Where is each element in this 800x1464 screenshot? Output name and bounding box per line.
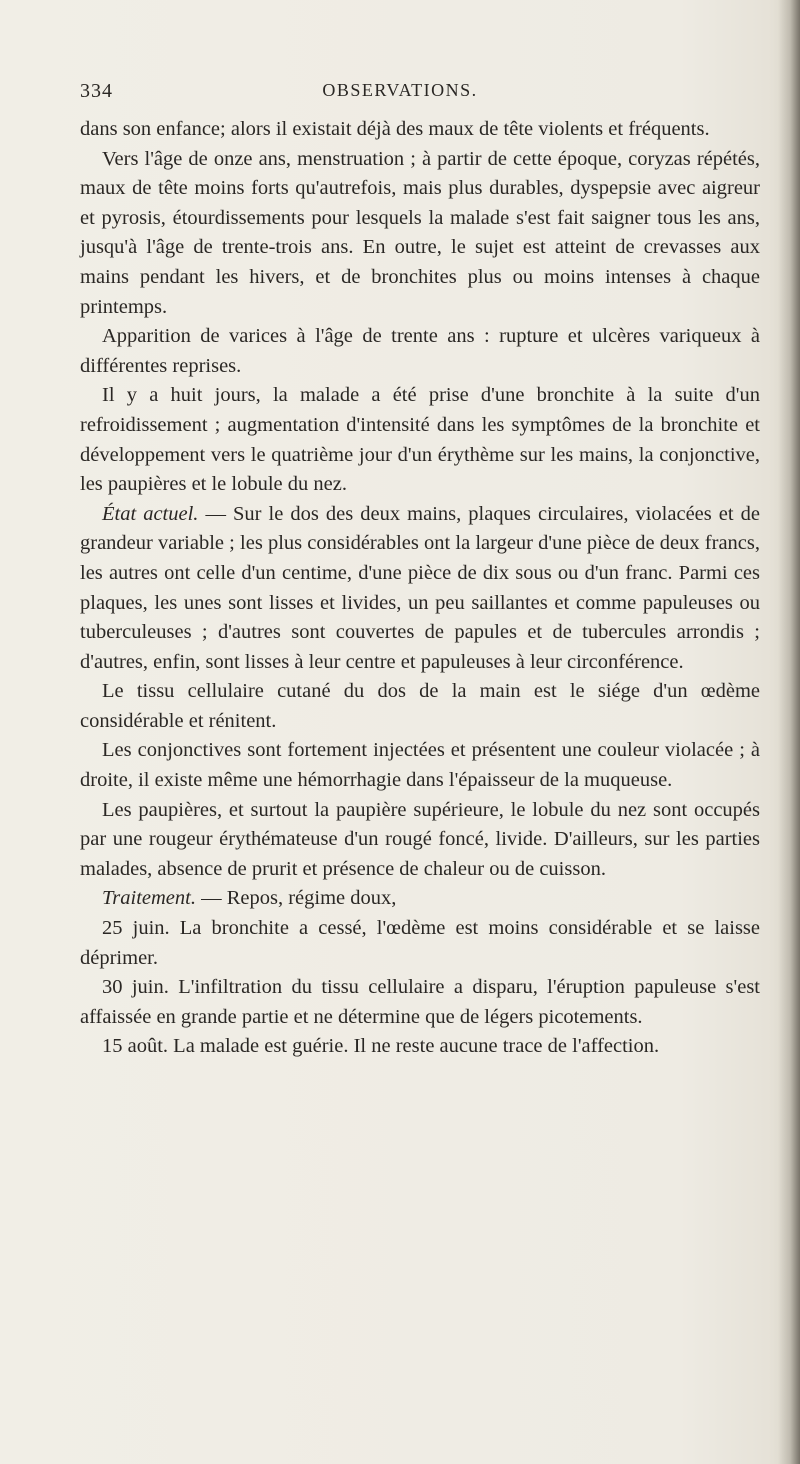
section-lead-etat-actuel: État actuel.: [102, 502, 199, 525]
paragraph-oedeme: [80, 677, 760, 736]
paragraph-text: Les conjonctives sont fortement injectées et présentent une couleur violacée ; à droite, il existe même une hémorrhagie dans l'épaisseur de la muqueuse.: [80, 739, 760, 792]
paragraph-history: [80, 145, 760, 323]
paragraph-text: 25 juin. La bronchite a cessé, l'œdème est moins considérable et se laisse déprimer.: [80, 917, 760, 969]
paragraph-conjonctives: [80, 736, 760, 795]
paragraph-text: 15 août. La malade est guérie. Il ne reste aucune trace de l'affection.: [102, 1035, 660, 1058]
paragraph-text: Le tissu cellulaire cutané du dos de la main est le siége d'un œdème considérable et rénitent.: [80, 680, 760, 732]
paragraph-text: 30 juin. L'infiltration du tissu cellulaire a disparu, l'éruption papuleuse s'est affaissée en grande partie et ne détermine que de légers picotements.: [80, 976, 760, 1028]
section-lead-traitement: Traitement.: [102, 887, 196, 910]
running-title: OBSERVATIONS.: [322, 80, 478, 100]
paragraph-25-juin: [80, 914, 760, 973]
running-head: [0, 0, 800, 50]
paragraph-traitement: [80, 884, 760, 914]
paragraph-30-juin: [80, 973, 760, 1032]
page-number: 334: [80, 80, 113, 102]
body-text: [80, 115, 760, 1062]
paragraph-text: Vers l'âge de onze ans, menstruation ; à partir de cette époque, coryzas répétés, maux de tête moins forts qu'autrefois, mais plus durables, dyspepsie avec aigreur et pyrosis, étourdissements pour lesquels la malade s'est fait saigner tous les ans, jusqu'à l'âge de trente-trois ans. En outre, le sujet est atteint de crevasses aux mains pendant les hivers, et de bronchites plus ou moins intenses à chaque printemps.: [80, 147, 760, 318]
paragraph-text: Il y a huit jours, la malade a été prise d'une bronchite à la suite d'un refroidissement ; augmentation d'intensité dans les symptômes de la bronchite et développement vers le quatrième jour d'un érythème sur les mains, la conjonctive, les paupières et le lobule du nez.: [80, 384, 760, 496]
paragraph-text: — Repos, régime doux,: [195, 887, 397, 910]
paragraph-continuation: [80, 115, 760, 145]
paragraph-paupieres: [80, 796, 760, 885]
paragraph-varices: [80, 322, 760, 381]
paragraph-onset: [80, 381, 760, 499]
page-edge-shadow: [778, 0, 800, 1464]
paragraph-text: Apparition de varices à l'âge de trente ans : rupture et ulcères variqueux à différentes reprises.: [80, 325, 760, 377]
paragraph-text: dans son enfance; alors il existait déjà des maux de tête violents et fréquents.: [80, 118, 710, 140]
paragraph-15-aout: [80, 1032, 760, 1062]
paragraph-etat-actuel: [80, 500, 760, 678]
paragraph-text: Les paupières, et surtout la paupière supérieure, le lobule du nez sont occupés par une rougeur érythémateuse d'un rougé foncé, livide. D'ailleurs, sur les parties malades, absence de prurit et présence de chaleur ou de cuisson.: [80, 798, 760, 880]
paragraph-text: — Sur le dos des deux mains, plaques circulaires, violacées et de grandeur variable ; les plus considérables ont la largeur d'une pièce de deux francs, les autres ont celle d'un centime, d'une pièce de dix sous ou d'un franc. Parmi ces plaques, les unes sont lisses et livides, un peu saillantes et comme papuleuses ou tuberculeuses ; d'autres sont couvertes de papules et de tubercules arrondis ; d'autres, enfin, sont lisses à leur centre et papuleuses à leur circonférence.: [80, 502, 760, 673]
